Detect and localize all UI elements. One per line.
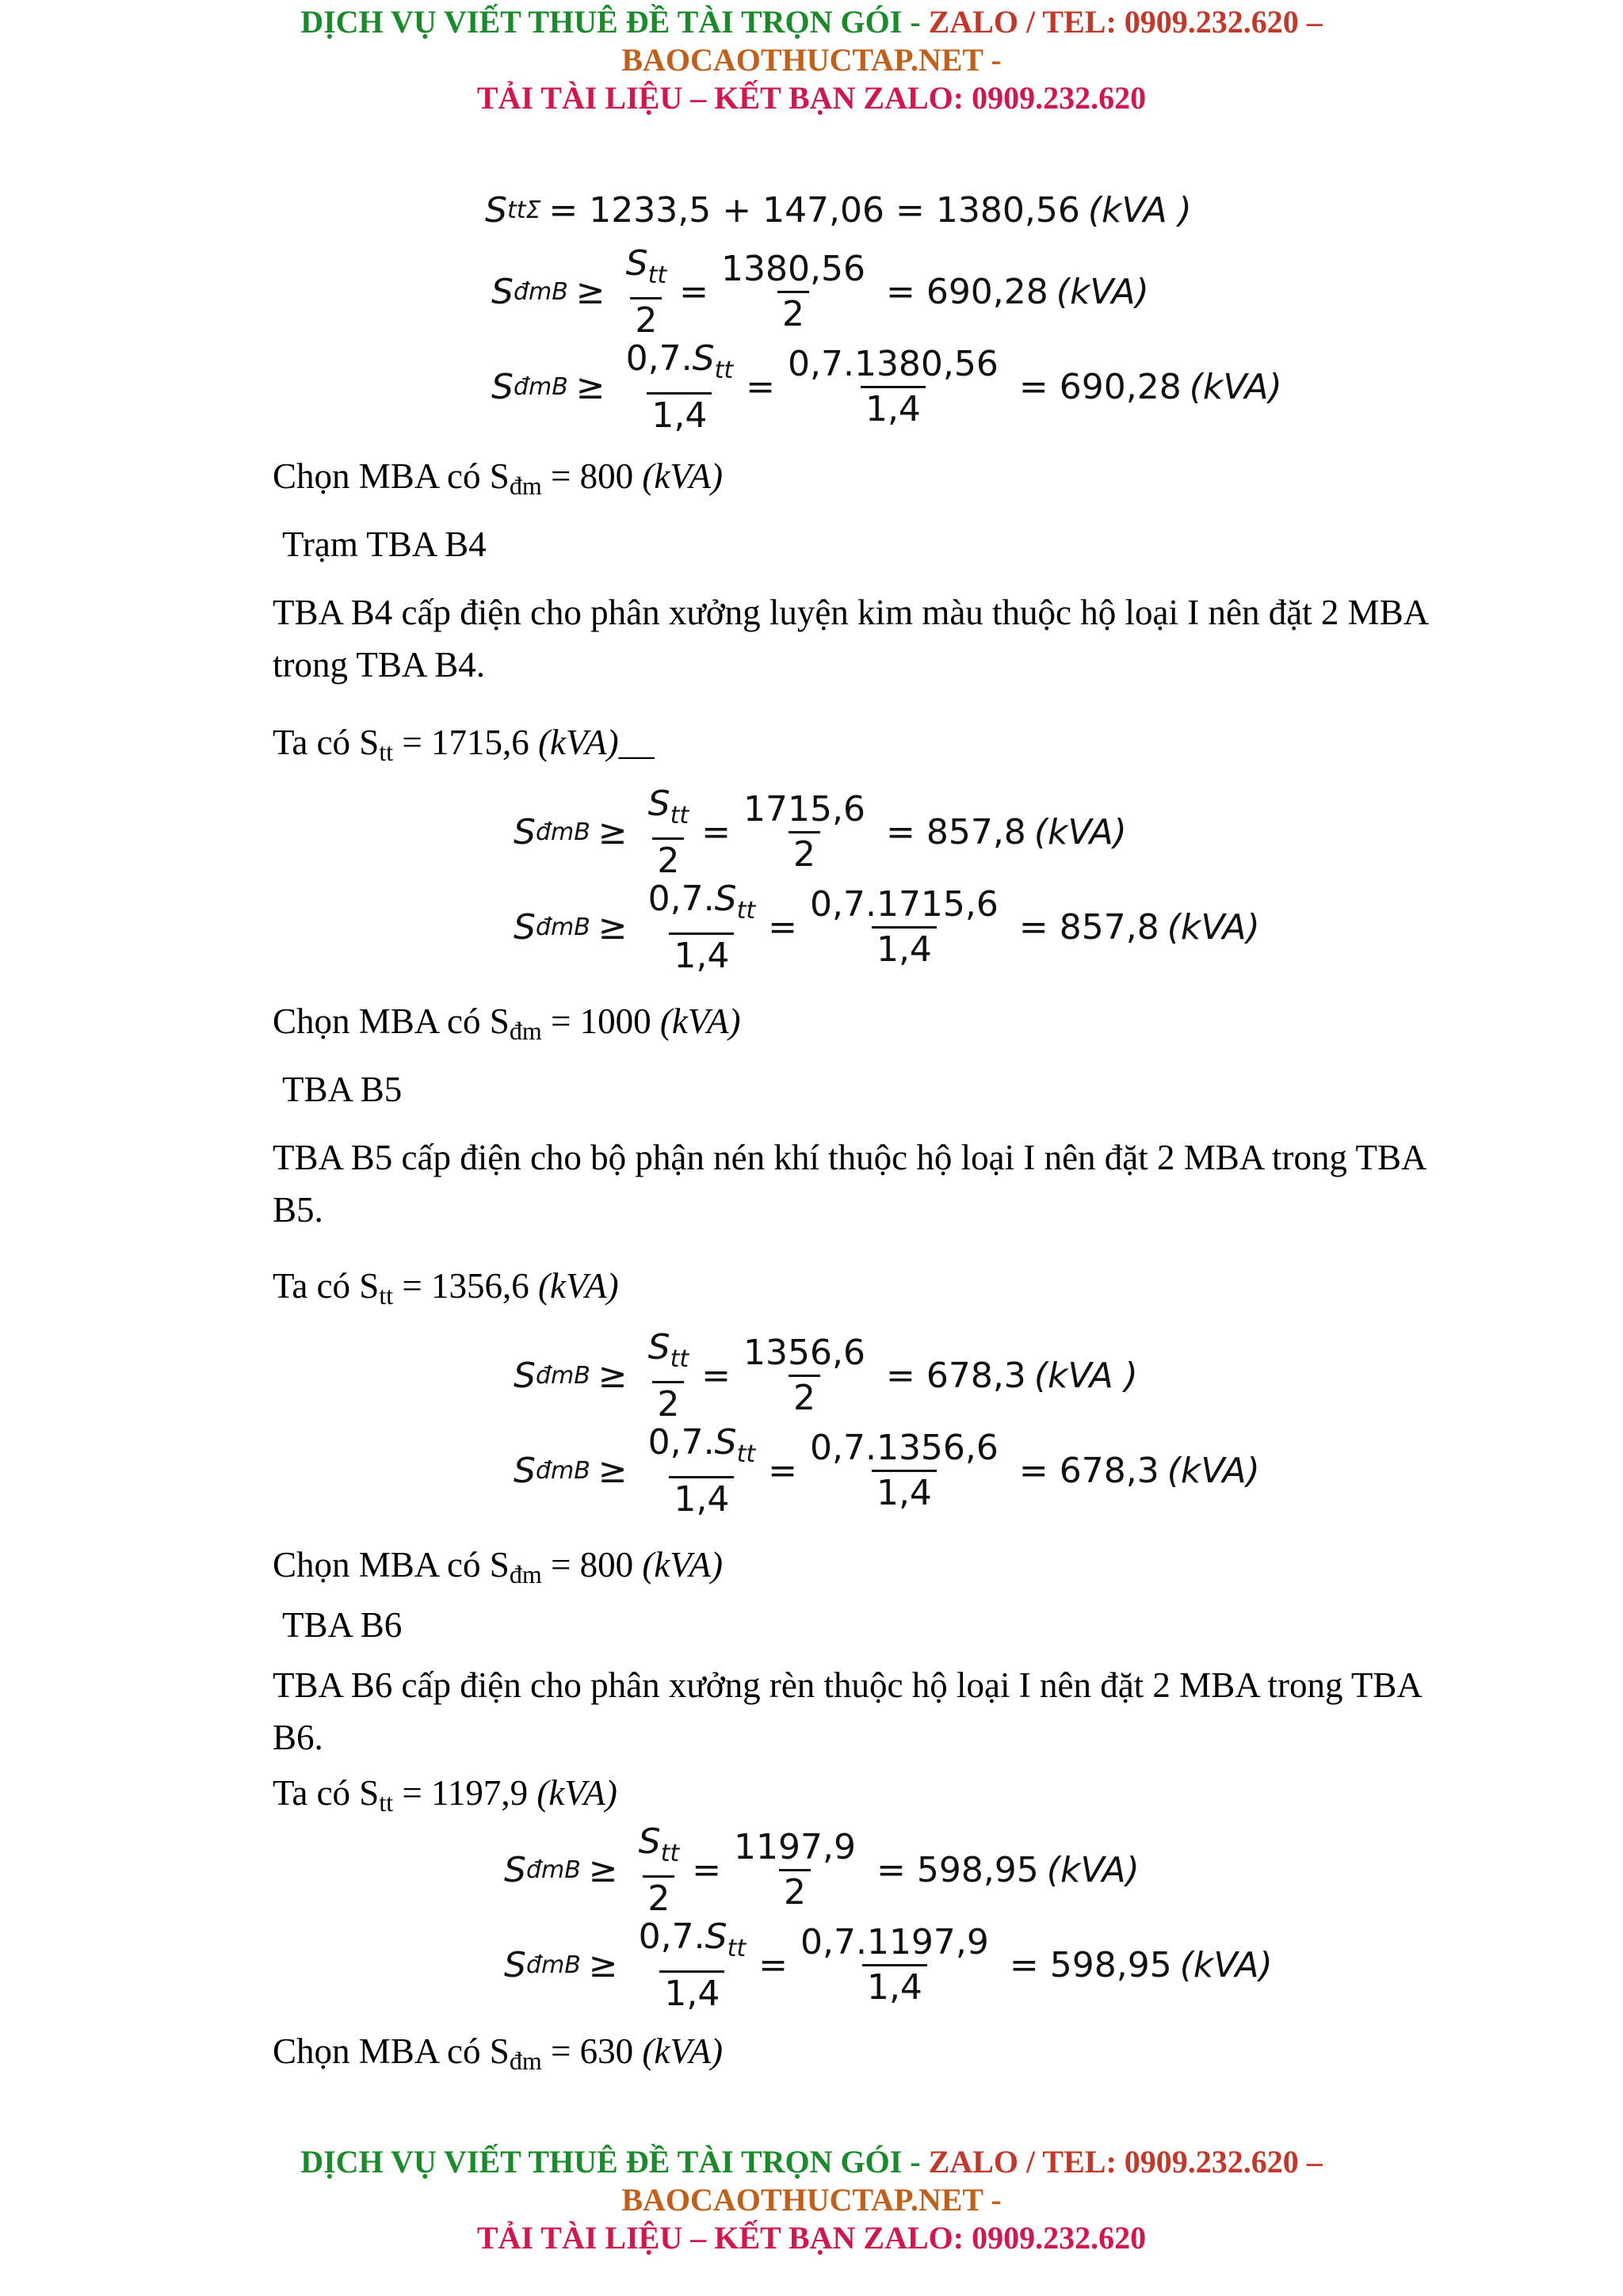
b3-equation-1 [491, 244, 1149, 341]
header-service-text: DỊCH VỤ VIẾT THUÊ ĐỀ TÀI TRỌN GÓI - [300, 4, 929, 40]
b4-description: TBA B4 cấp điện cho phân xưởng luyện kim màu thuộc hộ loại I nên đặt 2 MBA trong TBA B4. [273, 593, 1427, 685]
eq-sign: = [692, 1850, 722, 1891]
b6-description: TBA B6 cấp điện cho phân xưởng rèn thuộc hộ loại I nên đặt 2 MBA trong TBA B6. [273, 1665, 1421, 1757]
footer-service-text: DỊCH VỤ VIẾT THUÊ ĐỀ TÀI TRỌN GÓI - [300, 2144, 929, 2180]
header-phone-text: ZALO / TEL: 0909.232.620 – [928, 4, 1323, 40]
result: = 678,3 [885, 1356, 1026, 1397]
fraction: $\frac{0,7.S_{tt}}{1,4}$ [647, 1422, 756, 1520]
page-footer [0, 2143, 1623, 2257]
b4-equation-2 [514, 879, 1260, 976]
ge-sign: ≥ [588, 1945, 618, 1986]
unit: (kVA) [1056, 272, 1149, 313]
symbol-s: S [514, 812, 536, 853]
header-website: BAOCAOTHUCTAP.NET - [621, 42, 1002, 78]
b4-equation-1 [514, 784, 1127, 881]
symbol-s: S [504, 1850, 526, 1891]
footer-line-1 [0, 2143, 1623, 2181]
fraction: $\frac{1380,56}{2}$ [721, 249, 865, 335]
b3-total-equation [485, 190, 1192, 231]
b6-given: Ta có $S_{tt} = 1197,9$ (kVA) [273, 1773, 617, 1817]
ge-sign: ≥ [575, 367, 605, 408]
subscript: đmB [535, 913, 590, 942]
subscript: đmB [513, 373, 568, 402]
fraction: $\frac{S_{tt}}{2}$ [625, 243, 667, 341]
result: = 857,8 [1018, 907, 1159, 948]
b4-given: Ta có $S_{tt} = 1715,6$ (kVA)__ [273, 723, 655, 766]
b3-choose: Chọn MBA có $S_{đm} = 800$ (kVA) [273, 456, 723, 500]
fraction: $\frac{0,7.S_{tt}}{1,4}$ [638, 1917, 747, 2014]
result: = 690,28 [885, 272, 1048, 313]
fraction: $\frac{0,7.S_{tt}}{1,4}$ [647, 879, 756, 976]
b5-given: Ta có $S_{tt} = 1356,6$ (kVA) [273, 1266, 619, 1310]
footer-download-text: TẢI TÀI LIỆU – KẾT BẠN ZALO: 0909.232.620 [476, 2220, 1147, 2256]
symbol-s: S [514, 907, 536, 948]
fraction: $\frac{1197,9}{2}$ [734, 1827, 856, 1913]
equation-rhs: = 1233,5 + 147,06 = 1380,56 [548, 190, 1080, 231]
b6-equation-2 [504, 1917, 1273, 2014]
unit: (kVA) [1189, 367, 1282, 408]
b6-equation-1 [504, 1822, 1140, 1919]
subscript: đmB [525, 1856, 581, 1885]
unit: (kVA) [1179, 1945, 1273, 1986]
b5-equation-1 [514, 1328, 1138, 1425]
ge-sign: ≥ [598, 1451, 628, 1492]
eq-sign: = [768, 907, 797, 948]
symbol-s: S [491, 272, 514, 313]
footer-website: BAOCAOTHUCTAP.NET - [621, 2182, 1002, 2218]
subscript: đmB [535, 1457, 590, 1486]
footer-phone-text: ZALO / TEL: 0909.232.620 – [928, 2144, 1323, 2180]
eq-sign: = [746, 367, 775, 408]
eq-sign: = [679, 272, 709, 313]
subscript: đmB [535, 818, 590, 847]
fraction: $\frac{S_{tt}}{2}$ [647, 784, 689, 881]
result: = 690,28 [1018, 367, 1182, 408]
fraction: $\frac{0,7.1715,6}{1,4}$ [809, 884, 999, 971]
symbol-s: S [485, 190, 507, 231]
fraction: $\frac{0,7.1380,56}{1,4}$ [787, 344, 999, 430]
eq-sign: = [768, 1451, 797, 1492]
subscript: đmB [525, 1951, 581, 1980]
unit: (kVA) [1167, 907, 1260, 948]
eq-sign: = [758, 1945, 788, 1986]
ge-sign: ≥ [598, 907, 628, 948]
unit: (kVA) [1167, 1451, 1260, 1492]
ge-sign: ≥ [575, 272, 605, 313]
b5-choose: Chọn MBA có $S_{đm} = 800$ (kVA) [273, 1545, 723, 1589]
symbol-s: S [491, 367, 514, 408]
subscript: đmB [535, 1362, 590, 1390]
b4-title: Trạm TBA B4 [282, 524, 487, 564]
b5-description: TBA B5 cấp điện cho bộ phận nén khí thuộc hộ loại I nên đặt 2 MBA trong TBA B5. [273, 1138, 1425, 1230]
b3-equation-2 [491, 339, 1282, 436]
fraction: $\frac{1715,6}{2}$ [743, 789, 865, 875]
eq-sign: = [701, 812, 731, 853]
unit: (kVA ) [1087, 190, 1192, 231]
fraction: $\frac{0,7.S_{tt}}{1,4}$ [625, 338, 734, 436]
fraction: $\frac{S_{tt}}{2}$ [638, 1821, 680, 1919]
ge-sign: ≥ [598, 1356, 628, 1397]
b4-choose: Chọn MBA có $S_{đm} = 1000$ (kVA) [273, 1001, 741, 1045]
unit: (kVA) [1033, 812, 1127, 853]
result: = 857,8 [885, 812, 1026, 853]
ge-sign: ≥ [588, 1850, 618, 1891]
symbol-s: S [504, 1945, 526, 1986]
ge-sign: ≥ [598, 812, 628, 853]
symbol-s: S [514, 1451, 536, 1492]
fraction: $\frac{1356,6}{2}$ [743, 1333, 865, 1419]
b6-title: TBA B6 [282, 1605, 403, 1645]
b5-title: TBA B5 [282, 1070, 403, 1109]
unit: (kVA ) [1033, 1356, 1138, 1397]
fraction: $\frac{0,7.1356,6}{1,4}$ [809, 1428, 999, 1514]
header-download-text: TẢI TÀI LIỆU – KẾT BẠN ZALO: 0909.232.620 [476, 80, 1147, 116]
eq-sign: = [701, 1356, 731, 1397]
subscript: ttΣ [506, 196, 541, 224]
unit: (kVA) [1046, 1850, 1140, 1891]
header-line-1 [0, 3, 1623, 41]
b6-choose: Chọn MBA có $S_{đm} = 630$ (kVA) [273, 2031, 723, 2075]
page-header [0, 3, 1623, 117]
fraction: $\frac{S_{tt}}{2}$ [647, 1327, 689, 1425]
subscript: đmB [513, 278, 568, 307]
symbol-s: S [514, 1356, 536, 1397]
result: = 678,3 [1018, 1451, 1159, 1492]
b5-equation-2 [514, 1423, 1260, 1520]
result: = 598,95 [1009, 1945, 1172, 1986]
fraction: $\frac{0,7.1197,9}{1,4}$ [800, 1922, 989, 2008]
result: = 598,95 [876, 1850, 1039, 1891]
